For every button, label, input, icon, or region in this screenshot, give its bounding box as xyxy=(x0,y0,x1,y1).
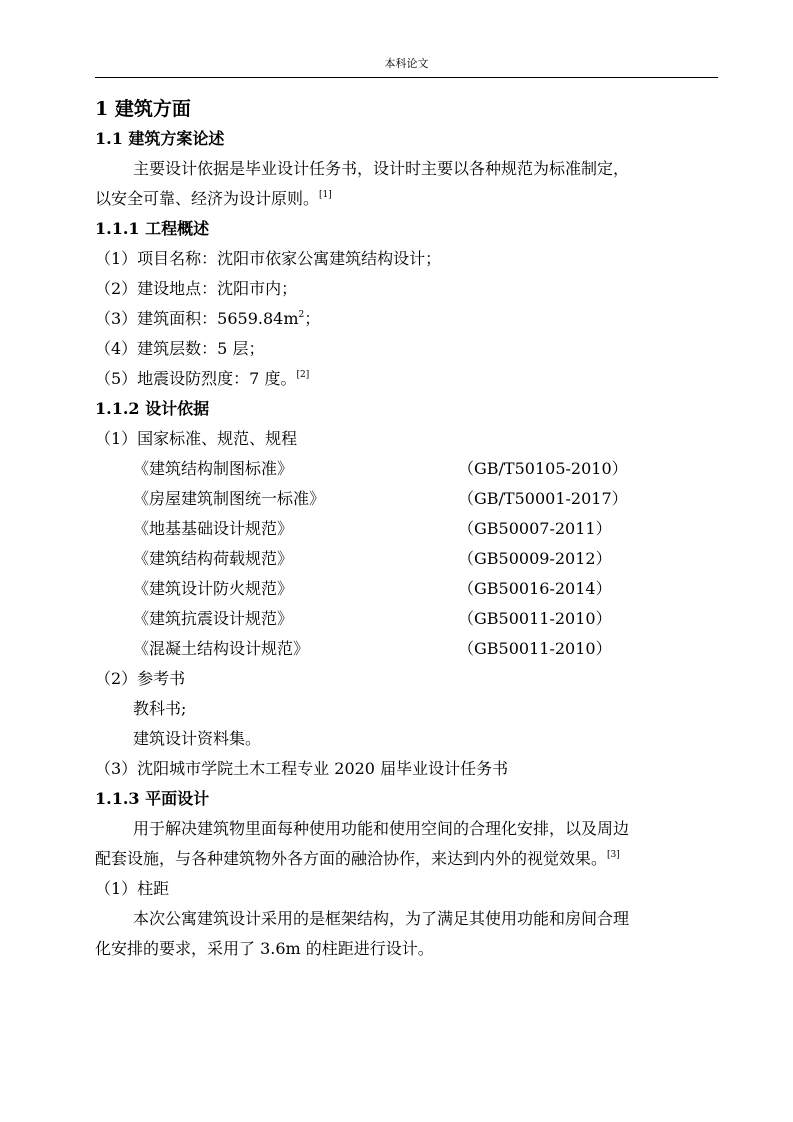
paragraph-text: 以安全可靠、经济为设计原则。 xyxy=(95,189,320,208)
reference-book: 建筑设计资料集。 xyxy=(133,729,262,748)
standard-row xyxy=(95,484,718,514)
section-heading-1: 1 建筑方面 xyxy=(95,98,191,120)
document-body xyxy=(95,94,718,964)
standard-code: （GB/T50105-2010） xyxy=(458,459,628,478)
superscript: 2 xyxy=(298,310,305,320)
paragraph-line: 用于解决建筑物里面每种使用功能和使用空间的合理化安排，以及周边 xyxy=(133,819,630,838)
reference-book: 教科书; xyxy=(133,699,187,718)
list-item: （2）建设地点：沈阳市内； xyxy=(95,279,298,298)
paragraph-line xyxy=(95,184,718,214)
standard-name: 《混凝土结构设计规范》 xyxy=(133,639,310,658)
list-item-text: （3）建筑面积：5659.84m xyxy=(95,309,299,328)
citation-ref: [1] xyxy=(319,190,332,200)
list-item xyxy=(95,304,718,334)
standard-name: 《建筑结构制图标准》 xyxy=(133,459,294,478)
standard-code: （GB50011-2010） xyxy=(458,639,612,658)
standard-code: （GB50007-2011） xyxy=(458,519,612,538)
section-heading-1-1-2: 1.1.2 设计依据 xyxy=(95,399,210,418)
paragraph-line: 化安排的要求，采用了 3.6m 的柱距进行设计。 xyxy=(95,939,434,958)
citation-ref: [2] xyxy=(296,370,310,380)
standard-name: 《地基基础设计规范》 xyxy=(133,519,294,538)
paragraph-text: 配套设施，与各种建筑物外各方面的融洽协作，来达到内外的视觉效果。 xyxy=(95,849,608,868)
section-heading-1-1-1: 1.1.1 工程概述 xyxy=(95,219,210,238)
standard-row xyxy=(95,634,718,664)
standard-row xyxy=(95,514,718,544)
standard-code: （GB50011-2010） xyxy=(458,609,612,628)
standard-name: 《建筑抗震设计规范》 xyxy=(133,609,294,628)
header-rule xyxy=(95,77,718,78)
standard-code: （GB50009-2012） xyxy=(458,549,612,568)
standard-row xyxy=(95,544,718,574)
standard-code: （GB/T50001-2017） xyxy=(458,489,628,508)
section-heading-1-1-3: 1.1.3 平面设计 xyxy=(95,789,210,808)
list-item xyxy=(95,364,718,394)
paragraph-line: 主要设计依据是毕业设计任务书，设计时主要以各种规范为标准制定， xyxy=(133,159,630,178)
list-item: （1）项目名称：沈阳市依家公寓建筑结构设计； xyxy=(95,249,442,268)
standard-name: 《建筑设计防火规范》 xyxy=(133,579,294,598)
list-item-text: （5）地震设防烈度：7 度。 xyxy=(95,369,297,388)
list-item: （1）国家标准、规范、规程 xyxy=(95,429,298,448)
citation-ref: [3] xyxy=(607,850,620,860)
standard-row xyxy=(95,454,718,484)
standard-row xyxy=(95,574,718,604)
section-heading-1-1: 1.1 建筑方案论述 xyxy=(95,129,225,148)
standard-name: 《房屋建筑制图统一标准》 xyxy=(133,489,326,508)
standard-name: 《建筑结构荷载规范》 xyxy=(133,549,294,568)
list-item: （3）沈阳城市学院土木工程专业 2020 届毕业设计任务书 xyxy=(95,759,509,778)
standard-code: （GB50016-2014） xyxy=(458,579,612,598)
paragraph-line xyxy=(95,844,718,874)
list-item-suffix: ； xyxy=(304,309,321,328)
list-item: （4）建筑层数：5 层； xyxy=(95,339,265,358)
list-item: （2）参考书 xyxy=(95,669,186,688)
list-item: （1）柱距 xyxy=(95,879,170,898)
paragraph-line: 本次公寓建筑设计采用的是框架结构，为了满足其使用功能和房间合理 xyxy=(133,909,630,928)
standard-row xyxy=(95,604,718,634)
page-header: 本科论文 xyxy=(384,57,429,70)
